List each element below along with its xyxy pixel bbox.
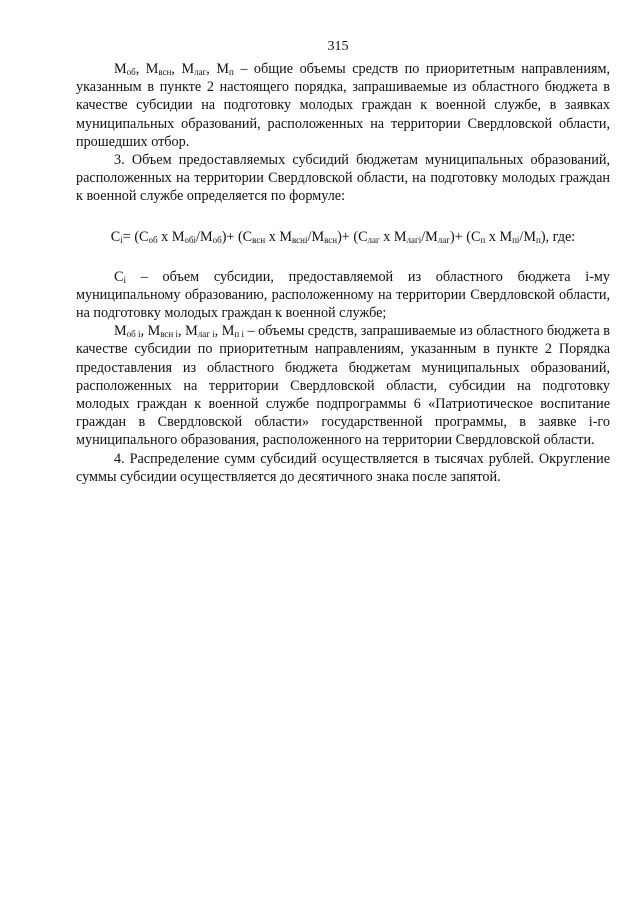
symbol-m-p-i: $М_{п i}$ (221, 323, 244, 340)
symbol-m-p: $М_п$ (216, 61, 234, 77)
symbol-m-lag: $М_{лаг}$ (181, 61, 207, 77)
symbol-c-i: $С_i$ (114, 268, 126, 285)
paragraph-text: – общие объемы средств по приоритетным направлениям, указанным в пункте 2 настоящего порядка, запрашиваемые из областного бюджета в качестве субсидии на подготовку молодых граждан к военной службе, в заявках муниципальных образований, расположенных на территории Свердловской области, прошедших отбор. (76, 61, 611, 150)
paragraph-distribution: 4. Распределение сумм субсидий осуществляется в тысячах рублей. Округление суммы субсидии осуществляется до десятичного знака после запятой. (76, 450, 610, 485)
symbol-m-vsn: $М_{всн}$ (145, 61, 172, 77)
page-number: 315 (327, 39, 349, 54)
paragraph-ci-definition: $С_i$ – объем субсидии, предоставляемой из областного бюджета i-му муниципальному образованию, расположенному на территории Свердловской области, на подготовку молодых граждан к военной службе; (76, 268, 610, 322)
paragraph-subsidy-volume: 3. Объем предоставляемых субсидий бюджетам муниципальных образований, расположенных на территории Свердловской области, на подготовку молодых граждан к военной службе определяется по формуле: (76, 152, 610, 205)
symbol-m-ob-i: $М_{об i}$ (114, 323, 141, 340)
paragraph-mi-definition: $М_{об i}$, $М_{всн i}$, $М_{лаг i}$, $М_{п i}$ – объемы средств, запрашиваемые из областного бюджета в качестве субсидии по приоритетным направлениям, указанным в пункте 2 Порядка предоставления из областного бюджета бюджетам муниципальных образований, расположенных на территории Свердловской области, субсидии на подготовку молодых граждан к военной службе подпрограммы 6 «Патриотическое воспитание граждан в Свердловской области» государственной программы, в заявке i-го муниципального образования, расположенного на территории Свердловской области. (76, 323, 611, 449)
symbol-m-ob: $М_{об}$ (114, 61, 136, 77)
paragraph-total-volumes: $М_{об}$, $М_{всн}$, $М_{лаг}$, $М_п$ – общие объемы средств по приоритетным направлениям, указанным в пункте 2 настоящего порядка, запрашиваемые из областного бюджета в качестве субсидии на подготовку молодых граждан к военной службе, в заявках муниципальных образований, расположенных на территории Свердловской области, прошедших отбор. (76, 61, 611, 150)
symbol-m-vsn-i: $М_{всн i}$ (147, 323, 178, 340)
subsidy-formula: $С_i= (С_{об}$ х $М_{обi}/М_{об})+ (С_{всн}$ х $М_{вснi}/М_{всн})+ (С_{лаг}$ х $М_{лагi}/М_{лаг})+ (С_п$ х $М_{пi}/М_п$), где: (110, 228, 576, 245)
document-page (76, 38, 610, 486)
symbol-m-lag-i: $М_{лаг i}$ (185, 323, 215, 340)
